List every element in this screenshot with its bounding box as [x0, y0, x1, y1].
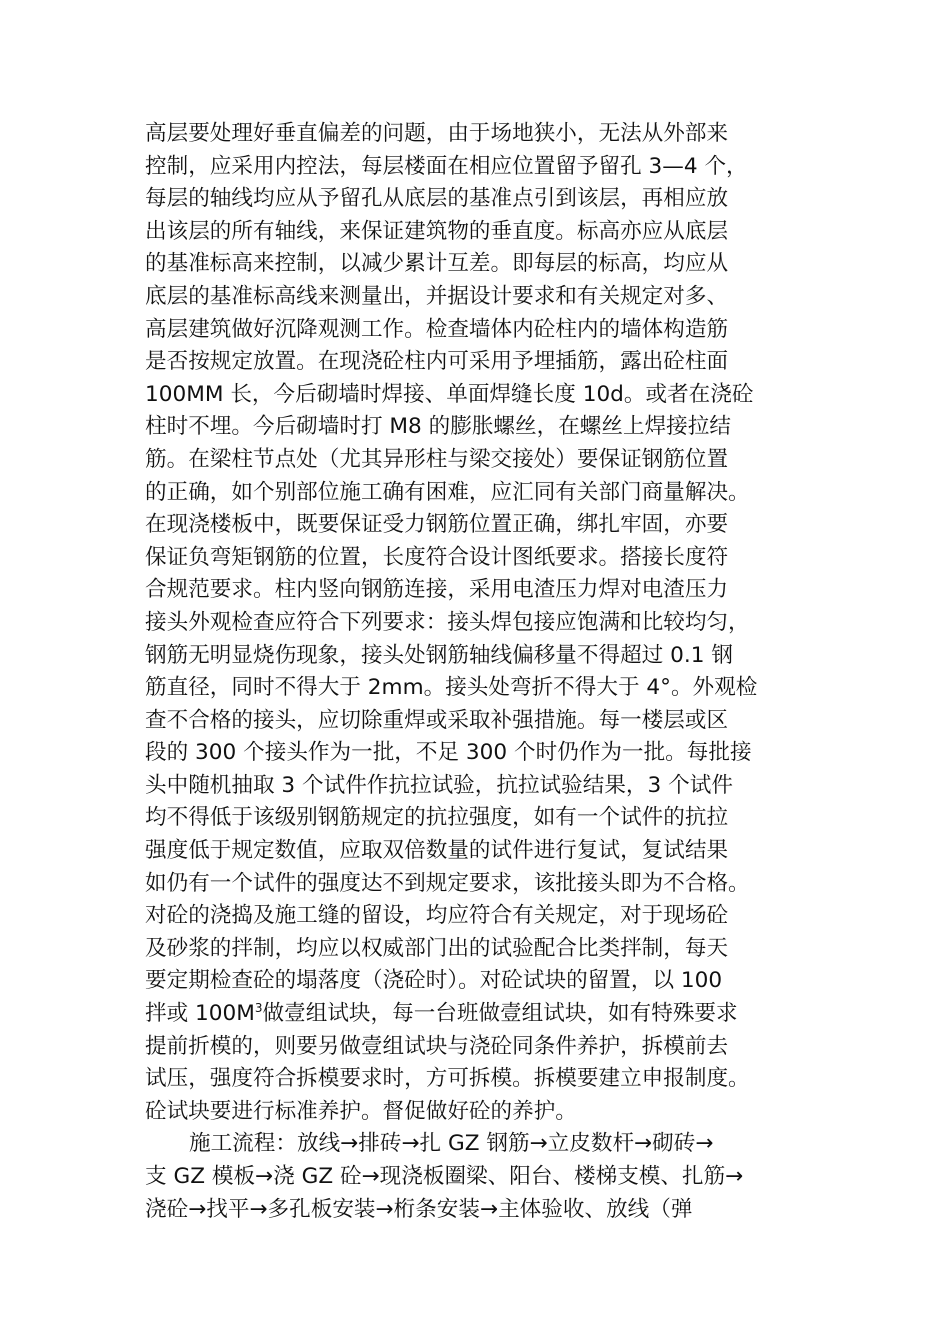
text-line: 在现浇楼板中，既要保证受力钢筋位置正确，绑扎牢固，亦要: [145, 512, 729, 538]
text-line: 保证负弯矩钢筋的位置，长度符合设计图纸要求。搭接长度符: [145, 544, 729, 570]
text-line: 段的 300 个接头作为一批，不足 300 个时仍作为一批。每批接: [145, 740, 752, 766]
text-line: 筋直径，同时不得大于 2mm。接头处弯折不得大于 4°。外观检: [145, 675, 758, 701]
text-line: 出该层的所有轴线，来保证建筑物的垂直度。标高亦应从底层: [145, 218, 729, 244]
text-line: 砼试块要进行标准养护。督促做好砼的养护。: [145, 1098, 577, 1124]
text-line: 100MM 长，今后砌墙时焊接、单面焊缝长度 10d。或者在浇砼: [145, 381, 754, 407]
text-line: 均不得低于该级别钢筋规定的抗拉强度，如有一个试件的抗拉: [145, 805, 729, 831]
text-fragment: 拌或 100M: [145, 1001, 255, 1027]
flow-line: 浇砼→找平→多孔板安装→桁条安装→主体验收、放线（弹: [145, 1196, 693, 1222]
text-line: 的基准标高来控制，以减少累计互差。即每层的标高，均应从: [145, 251, 729, 277]
text-line: 接头外观检查应符合下列要求：接头焊包接应饱满和比较均匀，: [145, 609, 750, 635]
text-line: 筋。在梁柱节点处（尤其异形柱与梁交接处）要保证钢筋位置: [145, 446, 729, 472]
text-line: 提前折模的，则要另做壹组试块与浇砼同条件养护，拆模前去: [145, 1033, 729, 1059]
text-line: 要定期检查砼的塌落度（浇砼时）。对砼试块的留置，以 100: [145, 968, 723, 994]
body-text: [145, 118, 825, 1226]
text-line: 高层建筑做好沉降观测工作。检查墙体内砼柱内的墙体构造筋: [145, 316, 729, 342]
flow-line: 支 GZ 模板→浇 GZ 砼→现浇板圈梁、阳台、楼梯支模、扎筋→: [145, 1164, 744, 1189]
text-line: 强度低于规定数值，应取双倍数量的试件进行复试，复试结果: [145, 838, 729, 864]
flow-line: 施工流程：放线→排砖→扎 GZ 钢筋→立皮数杆→砌砖→: [189, 1131, 714, 1157]
text-line: 控制，应采用内控法，每层楼面在相应位置留予留孔 3—4 个，: [145, 153, 748, 179]
text-line: 查不合格的接头，应切除重焊或采取补强措施。每一楼层或区: [145, 707, 729, 733]
text-line: 头中随机抽取 3 个试件作抗拉试验，抗拉试验结果，3 个试件: [145, 772, 733, 798]
text-line: 是否按规定放置。在现浇砼柱内可采用予埋插筋，露出砼柱面: [145, 349, 729, 375]
text-line: 底层的基准标高线来测量出，并据设计要求和有关规定对多、: [145, 283, 729, 309]
text-line: 试压，强度符合拆模要求时，方可拆模。拆模要建立申报制度。: [145, 1066, 750, 1092]
text-line: 柱时不埋。今后砌墙时打 M8 的膨胀螺丝，在螺丝上焊接拉结: [145, 414, 731, 440]
text-line: 如仍有一个试件的强度达不到规定要求，该批接头即为不合格。: [145, 870, 750, 896]
text-line: 的正确，如个别部位施工确有困难，应汇同有关部门商量解决。: [145, 479, 750, 505]
text-line: 对砼的浇捣及施工缝的留设，均应符合有关规定，对于现场砼: [145, 903, 729, 929]
text-line: 每层的轴线均应从予留孔从底层的基准点引到该层，再相应放: [145, 186, 729, 212]
text-line: 合规范要求。柱内竖向钢筋连接，采用电渣压力焊对电渣压力: [145, 577, 729, 603]
text-line-m3: [145, 998, 825, 1031]
text-line: 钢筋无明显烧伤现象，接头处钢筋轴线偏移量不得超过 0.1 钢: [145, 642, 733, 668]
text-line: 及砂浆的拌制，均应以权威部门出的试验配合比类拌制，每天: [145, 935, 729, 961]
superscript: 3: [254, 1000, 263, 1015]
text-line: 高层要处理好垂直偏差的问题，由于场地狭小，无法从外部来: [145, 121, 729, 146]
text-fragment: 做壹组试块，每一台班做壹组试块，如有特殊要求: [262, 1001, 738, 1027]
